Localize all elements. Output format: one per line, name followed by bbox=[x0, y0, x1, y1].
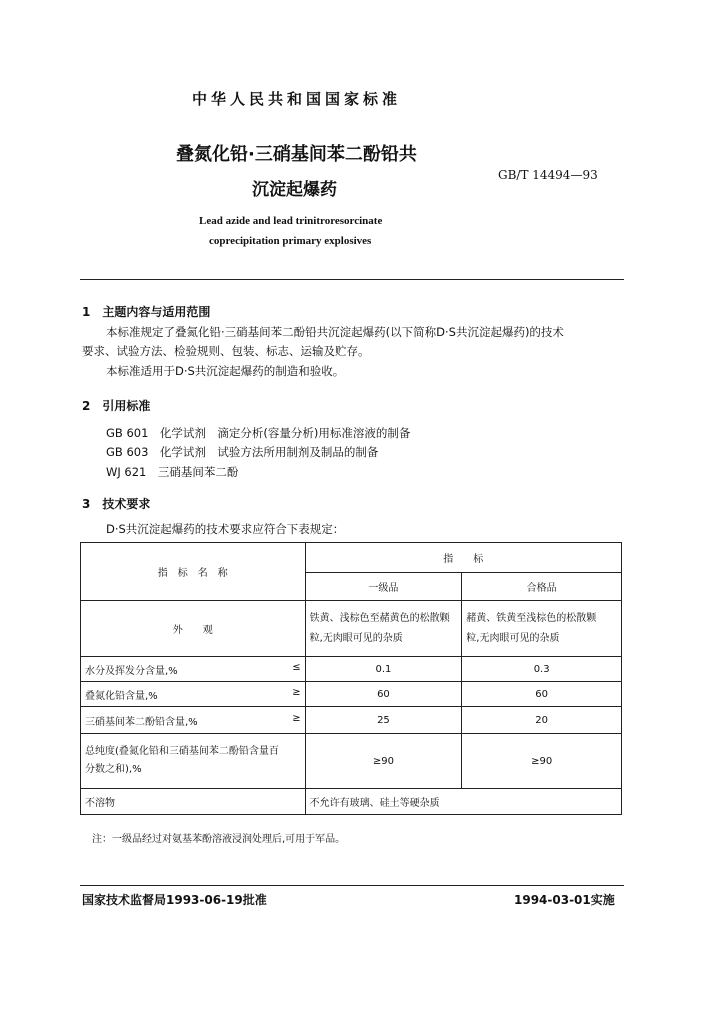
table-row bbox=[81, 601, 622, 657]
standard-number: GB/T 14494—93 bbox=[498, 168, 598, 182]
table-row bbox=[81, 734, 622, 789]
row-value-first: ≥90 bbox=[305, 734, 462, 789]
section-3-heading: 3 技术要求 bbox=[82, 497, 151, 511]
row-value-first: 25 bbox=[305, 707, 462, 734]
table-row bbox=[81, 707, 622, 734]
approval-date: 国家技术监督局1993-06-19批准 bbox=[82, 893, 267, 907]
header-grade-first: 一级品 bbox=[305, 573, 462, 601]
reference-item: WJ 621 三硝基间苯二酚 bbox=[106, 465, 239, 479]
row-relation: ≥ bbox=[292, 712, 301, 724]
row-value-qualified: 20 bbox=[462, 707, 622, 734]
document-title-line2: 沉淀起爆药 bbox=[252, 180, 337, 200]
row-value-first: 60 bbox=[305, 682, 462, 707]
row-value-qualified: 0.3 bbox=[462, 657, 622, 682]
footer-divider bbox=[80, 885, 624, 886]
row-name-line1: 总纯度(叠氮化铅和三硝基间苯二酚铅含量百 bbox=[85, 746, 279, 757]
table-note: 注：一级品经过对氨基苯酚溶液浸润处理后,可用于军品。 bbox=[92, 834, 346, 845]
reference-item: GB 603 化学试剂 试验方法所用制剂及制品的制备 bbox=[106, 445, 379, 459]
reference-item: GB 601 化学试剂 滴定分析(容量分析)用标准溶液的制备 bbox=[106, 426, 411, 440]
row-value-qualified: ≥90 bbox=[462, 734, 622, 789]
row-name-line2: 分数之和),% bbox=[85, 764, 142, 775]
table-row bbox=[81, 657, 622, 682]
row-value-qualified-line1: 赭黄、铁黄至浅棕色的松散颗 bbox=[466, 612, 597, 624]
document-title-line1: 叠氮化铅·三硝基间苯二酚铅共 bbox=[176, 144, 417, 165]
section-1-heading: 1 主题内容与适用范围 bbox=[82, 305, 211, 319]
national-standard-label: 中华人民共和国国家标准 bbox=[192, 90, 402, 108]
row-value-merged: 不允许有玻璃、硅土等硬杂质 bbox=[305, 789, 621, 815]
row-value-first: 0.1 bbox=[305, 657, 462, 682]
header-divider bbox=[80, 279, 624, 280]
row-name: 三硝基间苯二酚铅含量,% bbox=[85, 716, 198, 728]
row-value-first-line2: 粒,无肉眼可见的杂质 bbox=[309, 632, 403, 644]
english-title-line2: coprecipitation primary explosives bbox=[209, 235, 372, 247]
section-1-paragraph-line1: 本标准规定了叠氮化铅·三硝基间苯二酚铅共沉淀起爆药(以下简称D·S共沉淀起爆药)的技术 bbox=[106, 325, 564, 339]
row-value-qualified: 60 bbox=[462, 682, 622, 707]
effective-date: 1994-03-01实施 bbox=[514, 893, 615, 907]
table-row bbox=[81, 682, 622, 707]
table-row bbox=[81, 789, 622, 815]
header-grade-qualified: 合格品 bbox=[462, 573, 622, 601]
row-value-qualified-line2: 粒,无肉眼可见的杂质 bbox=[466, 632, 560, 644]
header-index: 指 标 bbox=[305, 543, 621, 573]
row-name: 水分及挥发分含量,% bbox=[85, 665, 178, 677]
row-relation: ≥ bbox=[292, 686, 301, 698]
section-1-paragraph-line2: 要求、试验方法、检验规则、包装、标志、运输及贮存。 bbox=[82, 344, 370, 358]
english-title-line1: Lead azide and lead trinitroresorcinate bbox=[199, 215, 383, 227]
technical-requirements-table bbox=[80, 542, 622, 815]
row-value-first-line1: 铁黄、浅棕色至赭黄色的松散颗 bbox=[309, 612, 450, 624]
header-index-name: 指 标 名 称 bbox=[81, 543, 306, 601]
section-1-scope: 本标准适用于D·S共沉淀起爆药的制造和验收。 bbox=[106, 364, 345, 378]
row-name: 不溶物 bbox=[81, 789, 306, 815]
row-name: 叠氮化铅含量,% bbox=[85, 690, 158, 702]
section-2-heading: 2 引用标准 bbox=[82, 399, 151, 413]
row-relation: ≤ bbox=[292, 661, 301, 673]
row-name: 外 观 bbox=[81, 601, 306, 657]
section-3-intro: D·S共沉淀起爆药的技术要求应符合下表规定： bbox=[106, 522, 345, 536]
